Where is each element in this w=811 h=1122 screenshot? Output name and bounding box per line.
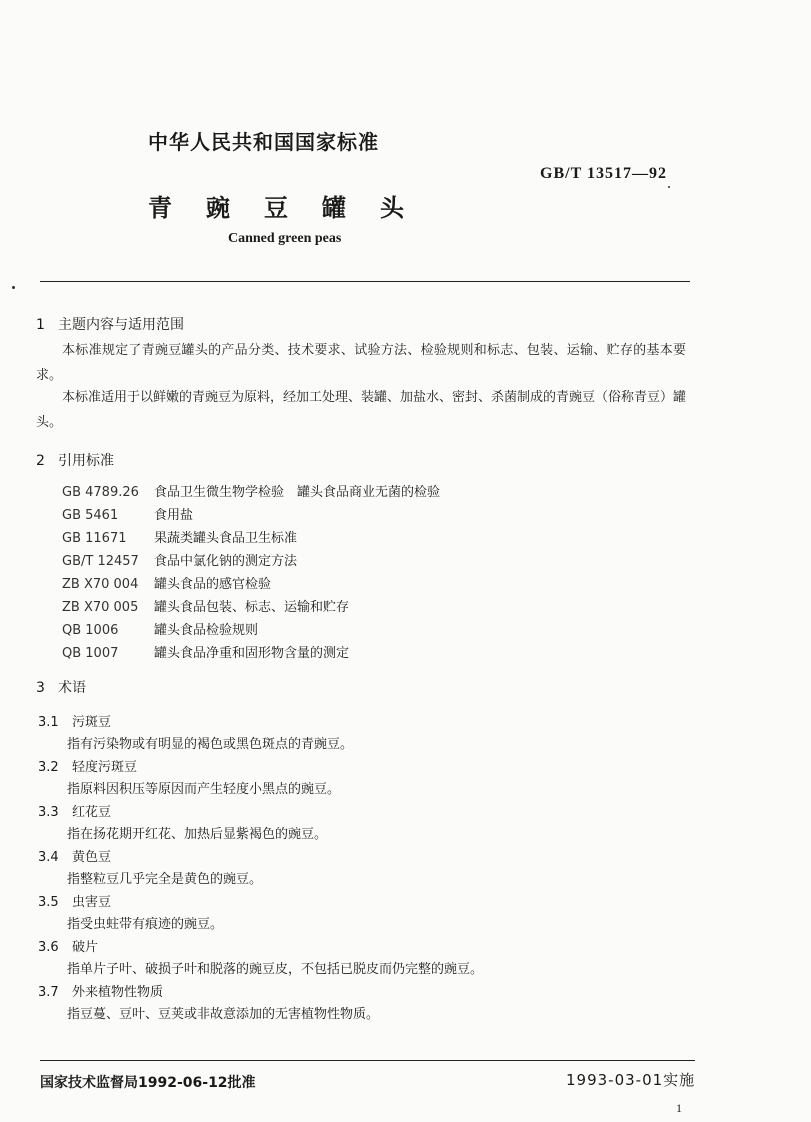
reference-code: GB/T 12457	[62, 554, 139, 569]
term-number: 3.6	[38, 940, 59, 955]
reference-item	[62, 527, 297, 546]
term-name: 轻度污斑豆	[72, 760, 138, 775]
term-name: 外来植物性物质	[72, 985, 164, 1000]
reference-item	[62, 550, 297, 569]
term-definition: 指受虫蛀带有痕迹的豌豆。	[67, 917, 224, 932]
term-number: 3.3	[38, 805, 59, 820]
term-number: 3.1	[38, 715, 59, 730]
term-heading	[38, 891, 111, 910]
term-definition: 指豆蔓、豆叶、豆荚或非故意添加的无害植物性物质。	[67, 1007, 380, 1022]
scan-speck	[12, 286, 15, 289]
term-number: 3.2	[38, 760, 59, 775]
document-title: 青豌豆罐头	[148, 194, 438, 222]
reference-item	[62, 642, 349, 661]
section-title: 术语	[58, 680, 86, 696]
national-standard-label: 中华人民共和国国家标准	[148, 130, 379, 154]
reference-code: GB 4789.26	[62, 485, 139, 500]
reference-name: 罐头食品净重和固形物含量的测定	[154, 646, 350, 661]
reference-item	[62, 596, 349, 615]
section-title: 引用标准	[58, 453, 114, 469]
section-number: 3	[36, 680, 45, 696]
reference-name: 食用盐	[154, 508, 194, 523]
term-definition: 指整粒豆几乎完全是黄色的豌豆。	[67, 872, 263, 887]
term-name: 破片	[72, 940, 99, 955]
term-definition: 指在扬花期开红花、加热后显紫褐色的豌豆。	[67, 827, 328, 842]
section-heading-3	[36, 677, 86, 697]
page-number: 1	[676, 1101, 682, 1115]
term-heading	[38, 981, 163, 1000]
term-heading	[38, 801, 111, 820]
term-name: 黄色豆	[72, 850, 112, 865]
term-number: 3.7	[38, 985, 59, 1000]
term-number: 3.5	[38, 895, 59, 910]
reference-item	[62, 504, 193, 523]
term-heading	[38, 846, 111, 865]
term-definition: 指原料因积压等原因而产生轻度小黑点的豌豆。	[67, 782, 341, 797]
header-divider	[40, 281, 690, 282]
term-definition: 指有污染物或有明显的褐色或黑色斑点的青豌豆。	[67, 737, 354, 752]
section-heading-1	[36, 314, 184, 334]
paragraph-scope-2: 本标准适用于以鲜嫩的青豌豆为原料，经加工处理、装罐、加盐水、密封、杀菌制成的青豌豆（俗称青豆）罐头。	[36, 390, 687, 430]
footer-divider	[40, 1060, 695, 1061]
term-heading	[38, 756, 137, 775]
effective-date-line: 1993-03-01实施	[566, 1071, 696, 1089]
section-heading-2	[36, 450, 114, 470]
reference-name: 食品中氯化钠的测定方法	[154, 554, 298, 569]
paragraph-scope-1: 本标准规定了青豌豆罐头的产品分类、技术要求、试验方法、检验规则和标志、包装、运输、贮存的基本要求。	[36, 343, 686, 383]
term-name: 虫害豆	[72, 895, 112, 910]
reference-name: 罐头食品检验规则	[154, 623, 259, 638]
term-heading	[38, 711, 111, 730]
reference-name: 果蔬类罐头食品卫生标准	[154, 531, 298, 546]
reference-item	[62, 573, 271, 592]
term-number: 3.4	[38, 850, 59, 865]
approval-line: 国家技术监督局1992-06-12批准	[40, 1075, 256, 1091]
reference-code: QB 1006	[62, 623, 119, 638]
section-title: 主题内容与适用范围	[58, 317, 184, 333]
section-number: 1	[36, 317, 45, 333]
reference-code: ZB X70 004	[62, 577, 139, 592]
reference-name: 食品卫生微生物学检验 罐头食品商业无菌的检验	[154, 485, 441, 500]
reference-item	[62, 619, 258, 638]
reference-code: GB 11671	[62, 531, 127, 546]
term-heading	[38, 936, 98, 955]
reference-code: ZB X70 005	[62, 600, 139, 615]
reference-code: QB 1007	[62, 646, 119, 661]
reference-item	[62, 481, 440, 500]
reference-name: 罐头食品的感官检验	[154, 577, 272, 592]
term-name: 污斑豆	[72, 715, 112, 730]
scan-speck	[668, 186, 670, 188]
term-name: 红花豆	[72, 805, 112, 820]
section-number: 2	[36, 453, 45, 469]
document-subtitle: Canned green peas	[228, 231, 342, 246]
standard-number: GB/T 13517—92	[540, 165, 667, 182]
term-definition: 指单片子叶、破损子叶和脱落的豌豆皮，不包括已脱皮而仍完整的豌豆。	[67, 962, 484, 977]
reference-code: GB 5461	[62, 508, 119, 523]
reference-name: 罐头食品包装、标志、运输和贮存	[154, 600, 350, 615]
